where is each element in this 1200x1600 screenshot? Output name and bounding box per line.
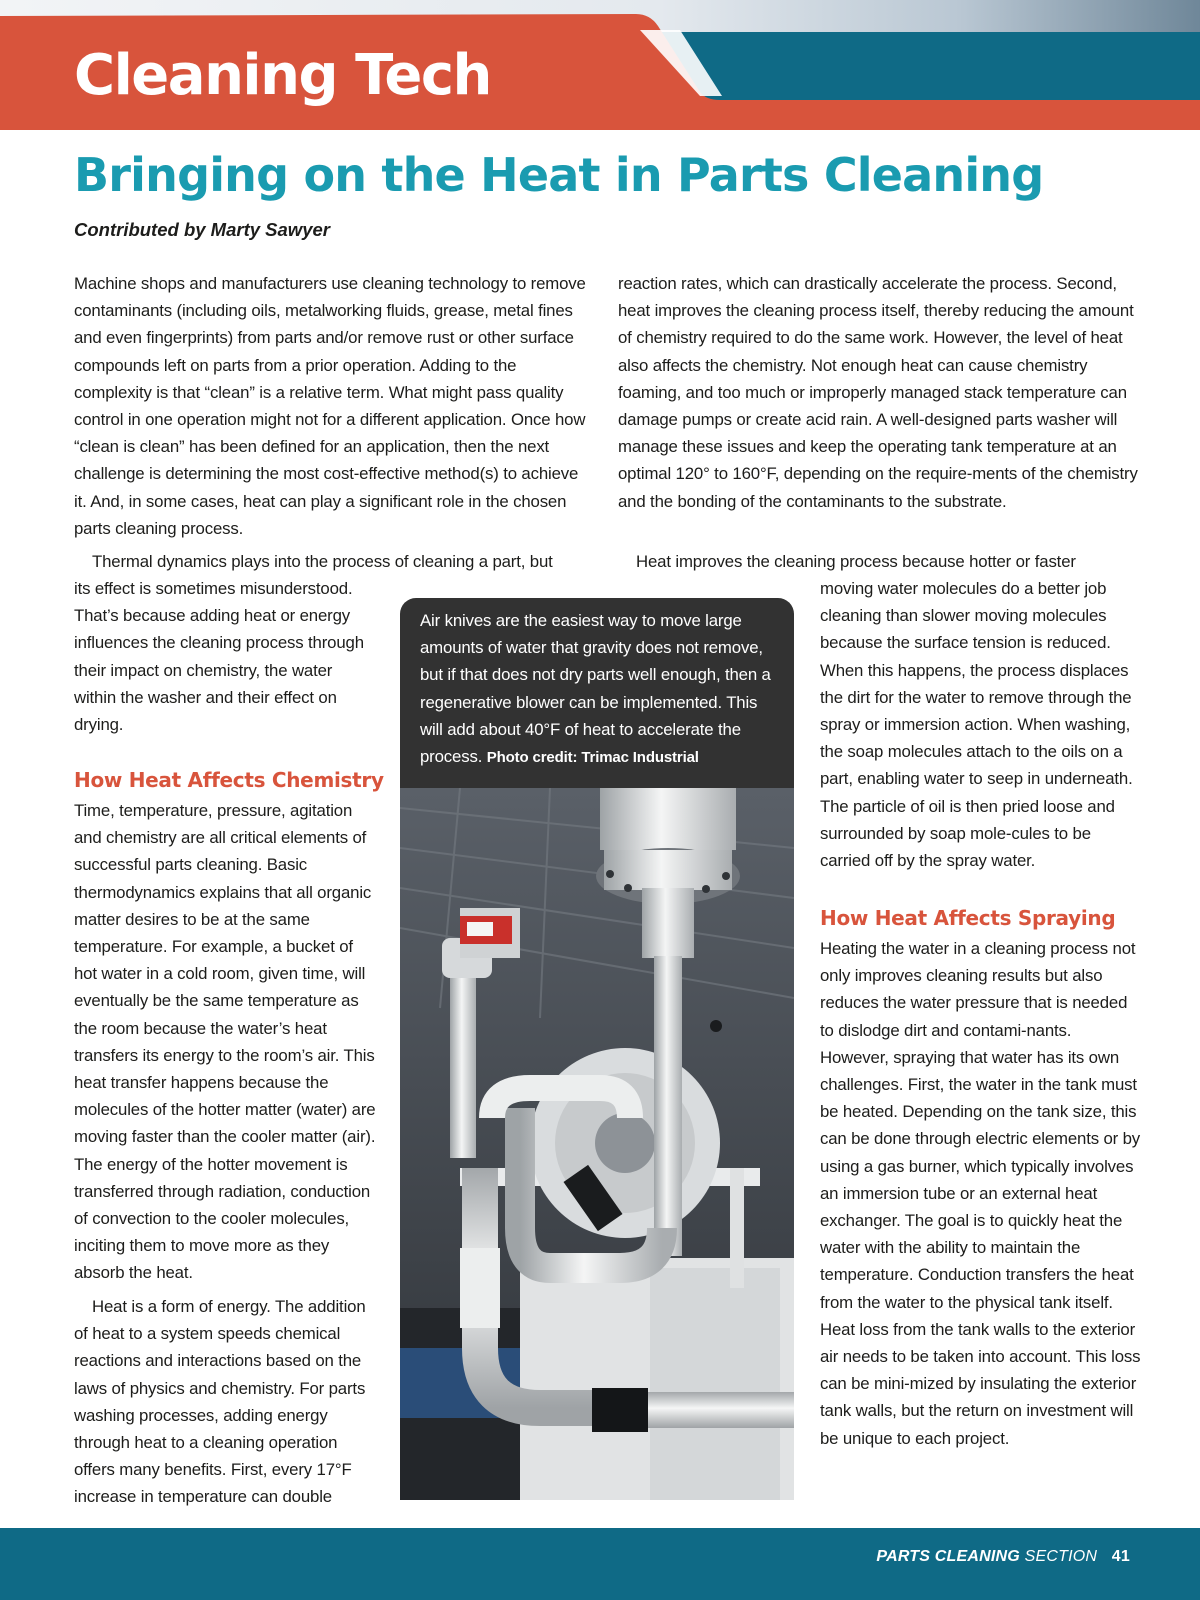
article-byline: Contributed by Marty Sawyer [74,219,330,240]
page-number: 41 [1111,1548,1130,1565]
footer-section-name: PARTS CLEANING [876,1548,1020,1565]
subhead-chemistry: How Heat Affects Chemistry [74,768,384,792]
footer-section-word: SECTION [1024,1548,1098,1565]
paragraph-thermal-first-line: Thermal dynamics plays into the process of cleaning a part, but [92,552,553,571]
paragraph-intro: Machine shops and manufacturers use cleaning technology to remove contaminants (including oils, metalworking fluids, grease, metal fines and even fingerprints) from parts and/or remove rust or other surface compounds left on parts from a prior operation. Adding to the complexity is that “clean” is a relative term. What might pass quality control in one operation might not for a different application. Once how “clean is clean” has been defined for an application, then the next challenge is determining the most cost-effective method(s) to achieve it. And, in some cases, heat can play a significant role in the chosen parts cleaning process. [74,274,586,538]
subhead-spraying: How Heat Affects Spraying [820,906,1116,930]
paragraph-spraying: Heating the water in a cleaning process not only improves cleaning results but also reduces the water pressure that is needed to dislodge dirt and contami-nants. However, spraying that water has its own challenges. First, the water in the tank must be heated. Depending on the tank size, this can be done through electric elements or by using a gas burner, which typically involves an immersion tube or an external heat exchanger. The goal is to quickly heat the water with the ability to maintain the temperature. Conduction transfers the heat from the water to the physical tank itself. Heat loss from the tank walls to the exterior air needs to be taken into account. This loss can be mini-mized by insulating the exterior tank walls, but the return on investment will be unique to each project. [820,939,1141,1448]
photo-credit: Photo credit: Trimac Industrial [486,749,699,767]
header-banner [0,0,1200,130]
paragraph-molecules-continued: moving water molecules do a better job cleaning than slower moving molecules because the surface tension is reduced. When this happens, the process displaces the dirt for the water to remove through the spray or immersion action. When washing, the soap molecules attach to the oils on a part, enabling water to seep in underneath. The particle of oil is then pried loose and surrounded by soap mole-cules to be carried off by the spray water. [820,579,1133,871]
footer-section-label [876,1548,1130,1566]
article-headline: Bringing on the Heat in Parts Cleaning [74,148,1044,202]
blower-photo-illustration [400,788,794,1500]
caption-text: Air knives are the easiest way to move large amounts of water that gravity does not remove, but if that does not dry parts well enough, then a regenerative blower can be implemented. This will add about 40°F of heat to accelerate the process. [420,611,771,767]
paragraph-thermal-continued: its effect is sometimes misunderstood. That’s because adding heat or energy influences the cleaning process through their impact on chemistry, the water within the washer and their effect on drying. [74,579,364,735]
blower-photo [400,788,794,1500]
section-title: Cleaning Tech [74,43,491,108]
paragraph-chemistry: Time, temperature, pressure, agitation and chemistry are all critical elements of successful parts cleaning. Basic thermodynamics explains that all organic matter desires to be at the same temperature. For example, a bucket of hot water in a cold room, given time, will eventually be the same temperature as the room because the water’s heat transfers its energy to the room’s air. This heat transfer happens because the molecules of the hotter matter (water) are moving faster than the cooler matter (air). The energy of the hotter movement is transferred through radiation, conduction of convection to the cooler molecules, inciting them to move more as they absorb the heat. [74,801,376,1283]
photo-caption [400,598,794,788]
paragraph-reaction-rates: reaction rates, which can drastically accelerate the process. Second, heat improves the cleaning process itself, thereby reducing the amount of chemistry required to do the same work. However, the level of heat also affects the chemistry. Not enough heat can cause chemistry foaming, and too much or improperly managed stack temperature can damage pumps or create acid rain. A well-designed parts washer will manage these issues and keep the operating tank temperature at an optimal 120° to 160°F, depending on the require-ments of the chemistry and the bonding of the contaminants to the substrate. [618,274,1138,511]
paragraph-heat-energy: Heat is a form of energy. The addition of heat to a system speeds chemical reactions and interactions based on the laws of physics and chemistry. For parts washing processes, adding energy through heat to a cleaning operation offers many benefits. First, every 17°F increase in temperature can double [74,1297,366,1507]
paragraph-molecules-first-line: Heat improves the cleaning process because hotter or faster [636,552,1076,571]
page-footer [0,1528,1200,1600]
